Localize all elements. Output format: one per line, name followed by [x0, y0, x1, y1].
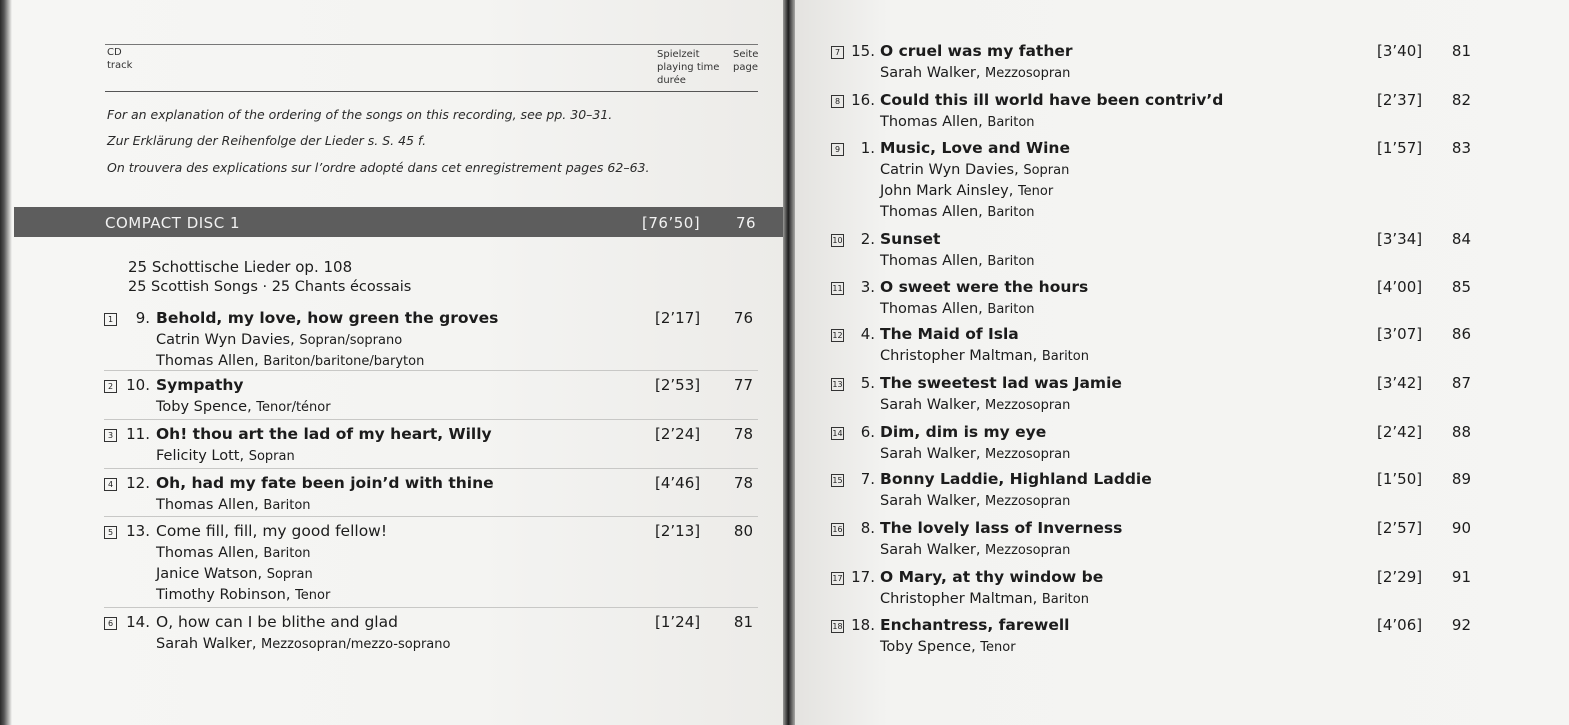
track-row — [795, 139, 1569, 224]
track-row — [795, 519, 1569, 562]
page-number: 81 — [733, 613, 753, 631]
performer — [156, 330, 402, 351]
performer — [880, 160, 1069, 181]
performer-name: Christopher Maltman, — [880, 591, 1042, 607]
cd-track-number: 15 — [832, 476, 843, 485]
performer-role: Mezzosopran — [985, 447, 1071, 462]
song-title: Behold, my love, how green the groves — [156, 309, 499, 327]
header-page-en: page — [733, 62, 758, 73]
cd-track-number: 4 — [104, 478, 117, 491]
performer — [880, 589, 1089, 610]
header-page-de: Seite — [733, 49, 759, 60]
song-number: 3. — [860, 278, 875, 296]
track-row — [795, 278, 1569, 321]
cd-track-number: 8 — [831, 95, 844, 108]
song-number: 1. — [860, 139, 875, 157]
performer — [880, 63, 1070, 84]
song-number: 12. — [126, 474, 150, 492]
note-french: On trouvera des explications sur l’ordre adopté dans cet enregistrement pages 62–63. — [107, 160, 650, 175]
track-row — [795, 230, 1569, 273]
cd-track-number: 1 — [104, 313, 117, 326]
track-row — [0, 376, 786, 419]
duration: [3’34] — [1377, 230, 1423, 248]
duration: [4’06] — [1377, 616, 1423, 634]
disc-time: [76’50] — [642, 214, 701, 232]
cd-track-number: 6 — [104, 617, 117, 630]
performer-role: Bariton/baritone/baryton — [263, 354, 425, 369]
cd-track-number: 11 — [832, 284, 843, 293]
performer-role: Mezzosopran — [985, 494, 1071, 509]
song-number: 8. — [860, 519, 875, 537]
right-page — [795, 0, 1569, 725]
work-title: 25 Schottische Lieder op. 108 — [128, 258, 353, 276]
cd-track-number: 2 — [104, 380, 117, 393]
track-row — [0, 474, 786, 517]
song-number: 18. — [851, 616, 875, 634]
performer-role: Bariton — [263, 546, 311, 561]
page-number: 91 — [1451, 568, 1471, 586]
page-number: 88 — [1451, 423, 1471, 441]
header-time-en: playing time — [657, 62, 720, 73]
row-separator — [104, 370, 758, 371]
duration: [3’42] — [1377, 374, 1423, 392]
track-row — [795, 423, 1569, 466]
song-number: 13. — [126, 522, 150, 540]
cd-track-number: 13 — [832, 380, 843, 389]
performer — [880, 112, 1035, 133]
header-page — [733, 48, 763, 74]
duration: [2’37] — [1377, 91, 1423, 109]
header-cd-track — [107, 46, 167, 72]
performer — [880, 202, 1035, 223]
song-title: Come fill, fill, my good fellow! — [156, 522, 388, 540]
performer — [156, 351, 424, 372]
row-separator — [104, 516, 758, 517]
page-number: 78 — [733, 425, 753, 443]
duration: [2’57] — [1377, 519, 1423, 537]
performer-role: Mezzosopran — [985, 543, 1071, 558]
cd-track-number: 16 — [832, 525, 843, 534]
song-number: 15. — [851, 42, 875, 60]
track-row — [795, 568, 1569, 611]
performer-name: Timothy Robinson, — [156, 587, 296, 603]
header-cd-label: CD — [107, 47, 122, 58]
book-gutter — [783, 0, 795, 725]
song-title: Could this ill world have been contriv’d — [880, 91, 1224, 109]
song-title: Dim, dim is my eye — [880, 423, 1047, 441]
song-number: 7. — [860, 470, 875, 488]
duration: [1’50] — [1377, 470, 1423, 488]
page-number: 92 — [1451, 616, 1471, 634]
track-row — [0, 425, 786, 468]
note-english: For an explanation of the ordering of the songs on this recording, see pp. 30–31. — [107, 107, 613, 122]
cd-track-number: 14 — [832, 429, 843, 438]
song-title: Bonny Laddie, Highland Laddie — [880, 470, 1152, 488]
cd-track-number: 12 — [832, 331, 843, 340]
cd-track-number: 3 — [104, 429, 117, 442]
performer-role: Tenor — [295, 588, 331, 603]
duration: [2’13] — [655, 522, 701, 540]
performer-name: Thomas Allen, — [156, 497, 264, 513]
performer-role: Tenor — [980, 640, 1016, 655]
page-number: 77 — [733, 376, 753, 394]
song-title: Oh, had my fate been join’d with thine — [156, 474, 494, 492]
row-separator — [104, 468, 758, 469]
duration: [2’42] — [1377, 423, 1423, 441]
song-title: Music, Love and Wine — [880, 139, 1070, 157]
performer-role: Bariton — [263, 498, 311, 513]
performer — [156, 634, 450, 655]
song-number: 14. — [126, 613, 150, 631]
song-title: Sympathy — [156, 376, 244, 394]
performer-role: Sopran — [248, 449, 295, 464]
song-title: The Maid of Isla — [880, 325, 1019, 343]
page-number: 78 — [733, 474, 753, 492]
page-number: 89 — [1451, 470, 1471, 488]
performer-role: Bariton — [987, 115, 1035, 130]
duration: [2’29] — [1377, 568, 1423, 586]
disc-page: 76 — [736, 214, 757, 232]
performer — [880, 395, 1070, 416]
performer-role: Mezzosopran — [985, 66, 1071, 81]
header-time-de: Spielzeit — [657, 49, 700, 60]
performer-role: Tenor/ténor — [256, 400, 331, 415]
row-separator — [104, 419, 758, 420]
song-title: The sweetest lad was Jamie — [880, 374, 1122, 392]
song-number: 17. — [851, 568, 875, 586]
performer — [880, 181, 1053, 202]
track-row — [795, 91, 1569, 134]
song-title: O, how can I be blithe and glad — [156, 613, 398, 631]
duration: [4’46] — [655, 474, 701, 492]
header-rule-bottom — [105, 91, 758, 92]
track-row — [795, 616, 1569, 659]
performer — [880, 637, 1016, 658]
song-title: O cruel was my father — [880, 42, 1073, 60]
performer — [156, 397, 331, 418]
performer-name: Christopher Maltman, — [880, 348, 1042, 364]
song-title: Oh! thou art the lad of my heart, Willy — [156, 425, 492, 443]
disc-title: COMPACT DISC 1 — [105, 214, 240, 232]
song-title: Sunset — [880, 230, 941, 248]
performer-name: Thomas Allen, — [880, 204, 988, 220]
note-german: Zur Erklärung der Reihenfolge der Lieder s. S. 45 f. — [107, 133, 427, 148]
performer — [880, 299, 1035, 320]
performer-name: Janice Watson, — [156, 566, 267, 582]
performer-name: Sarah Walker, — [880, 397, 986, 413]
performer — [880, 540, 1070, 561]
page-number: 80 — [733, 522, 753, 540]
performer — [156, 585, 330, 606]
performer-name: Toby Spence, — [156, 399, 257, 415]
page-number: 83 — [1451, 139, 1471, 157]
performer-role: Bariton — [1041, 349, 1089, 364]
performer-name: Sarah Walker, — [880, 542, 986, 558]
performer-role: Sopran — [266, 567, 313, 582]
cd-track-number: 7 — [831, 46, 844, 59]
song-number: 9. — [135, 309, 150, 327]
performer-name: Sarah Walker, — [880, 446, 986, 462]
page-number: 90 — [1451, 519, 1471, 537]
page-number: 76 — [733, 309, 753, 327]
song-title: The lovely lass of Inverness — [880, 519, 1123, 537]
song-title: O sweet were the hours — [880, 278, 1089, 296]
performer — [880, 251, 1035, 272]
performer — [880, 346, 1089, 367]
song-number: 6. — [860, 423, 875, 441]
work-subtitle: 25 Scottish Songs · 25 Chants écossais — [128, 279, 412, 295]
performer-name: Sarah Walker, — [156, 636, 262, 652]
page-number: 81 — [1451, 42, 1471, 60]
disc-header-bar — [14, 207, 786, 237]
performer-name: Catrin Wyn Davies, — [156, 332, 300, 348]
performer-role: Tenor — [1017, 184, 1054, 199]
song-number: 16. — [851, 91, 875, 109]
track-row — [795, 42, 1569, 85]
song-number: 11. — [126, 425, 150, 443]
cd-track-number: 17 — [832, 574, 843, 583]
page-number: 84 — [1451, 230, 1471, 248]
performer-name: Thomas Allen, — [156, 353, 264, 369]
performer-role: Sopran/soprano — [299, 333, 403, 348]
duration: [2’17] — [655, 309, 701, 327]
performer — [156, 495, 311, 516]
performer — [880, 444, 1070, 465]
song-number: 2. — [860, 230, 875, 248]
performer-name: Toby Spence, — [880, 639, 981, 655]
cd-track-number: 18 — [832, 622, 843, 631]
cd-track-number: 5 — [104, 526, 117, 539]
duration: [2’24] — [655, 425, 701, 443]
performer-role: Bariton — [987, 205, 1035, 220]
row-separator — [104, 607, 758, 608]
track-row — [795, 325, 1569, 368]
header-time — [657, 48, 727, 87]
track-row — [795, 374, 1569, 417]
performer-role: Bariton — [1041, 592, 1089, 607]
duration: [2’53] — [655, 376, 701, 394]
performer-role: Sopran — [1023, 163, 1070, 178]
performer-name: Thomas Allen, — [880, 301, 988, 317]
header-track-label: track — [107, 60, 133, 71]
performer — [156, 543, 311, 564]
performer-name: Sarah Walker, — [880, 493, 986, 509]
cd-track-number: 9 — [831, 143, 844, 156]
performer-name: Felicity Lott, — [156, 448, 249, 464]
performer-role: Mezzosopran/mezzo-soprano — [261, 637, 451, 652]
performer-name: Thomas Allen, — [156, 545, 264, 561]
header-rule-top — [105, 44, 758, 45]
track-row — [0, 613, 786, 656]
duration: [1’24] — [655, 613, 701, 631]
page-number: 85 — [1451, 278, 1471, 296]
performer — [156, 564, 313, 585]
header-time-fr: durée — [657, 75, 686, 86]
song-title: O Mary, at thy window be — [880, 568, 1104, 586]
page-number: 86 — [1451, 325, 1471, 343]
song-title: Enchantress, farewell — [880, 616, 1070, 634]
performer-name: Thomas Allen, — [880, 253, 988, 269]
track-row — [0, 309, 786, 373]
page-number: 82 — [1451, 91, 1471, 109]
performer-name: Thomas Allen, — [880, 114, 988, 130]
song-number: 5. — [860, 374, 875, 392]
performer-role: Bariton — [987, 254, 1035, 269]
performer-name: John Mark Ainsley, — [880, 183, 1018, 199]
song-number: 4. — [860, 325, 875, 343]
cd-track-number: 10 — [832, 236, 843, 245]
performer-role: Mezzosopran — [985, 398, 1071, 413]
page-number: 87 — [1451, 374, 1471, 392]
performer-role: Bariton — [987, 302, 1035, 317]
performer-name: Sarah Walker, — [880, 65, 986, 81]
performer-name: Catrin Wyn Davies, — [880, 162, 1024, 178]
track-row — [0, 522, 786, 607]
duration: [1’57] — [1377, 139, 1423, 157]
duration: [3’07] — [1377, 325, 1423, 343]
song-number: 10. — [126, 376, 150, 394]
duration: [4’00] — [1377, 278, 1423, 296]
track-row — [795, 470, 1569, 513]
duration: [3’40] — [1377, 42, 1423, 60]
performer — [880, 491, 1070, 512]
performer — [156, 446, 295, 467]
